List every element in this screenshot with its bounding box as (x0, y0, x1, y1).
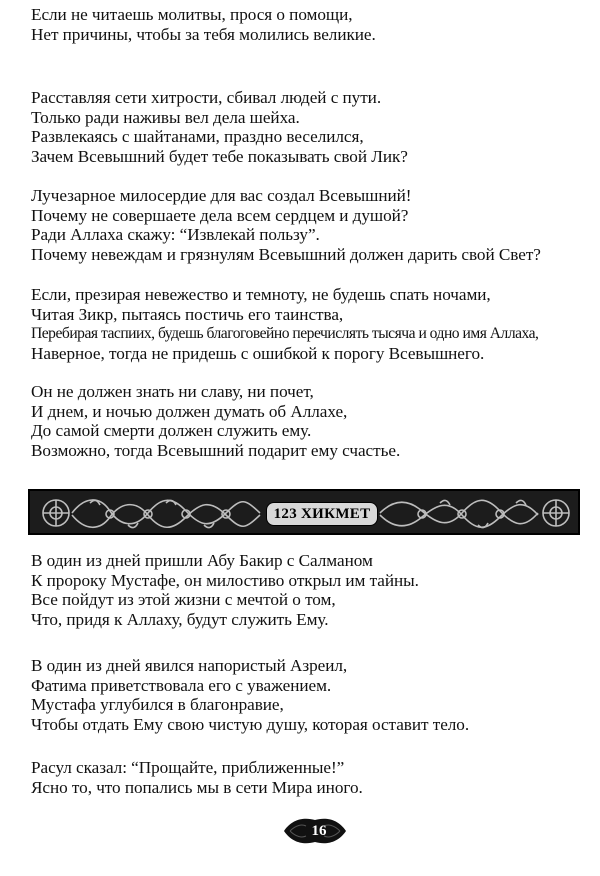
verse-line: Чтобы отдать Ему свою чистую душу, которая оставит тело. (31, 714, 470, 734)
verse-line: Лучезарное милосердие для вас создал Всевышний! (31, 186, 412, 205)
verse-line: Расставляя сети хитрости, сбивал людей с пути. (31, 88, 382, 107)
stanza-2 (31, 88, 408, 166)
verse-line: Фатима приветствовала его с уважением. (31, 675, 332, 695)
verse-line: Зачем Всевышний будет тебе показывать свой Лик? (31, 146, 408, 166)
verse-line: Он не должен знать ни славу, ни почет, (31, 382, 314, 401)
verse-line: Нет причины, чтобы за тебя молились великие. (31, 24, 376, 44)
page-number: 16 (311, 823, 327, 839)
verse-line: В один из дней явился напористый Азреил, (31, 656, 348, 675)
stanza-4 (31, 285, 538, 363)
verse-line: Ясно то, что попались мы в сети Мира иного. (31, 777, 363, 797)
verse-line: Расул сказал: “Прощайте, приближенные!” (31, 758, 345, 777)
verse-line: Возможно, тогда Всевышний подарит ему счастье. (31, 440, 401, 460)
verse-line: Наверное, тогда не придешь с ошибкой к порогу Всевышнего. (31, 343, 485, 363)
verse-line: Перебирая таспиих, будешь благоговейно перечислять тысяча и одно имя Аллаха, (31, 325, 539, 342)
verse-line: Все пойдут из этой жизни с мечтой о том, (31, 590, 336, 609)
verse-line: И днем, и ночью должен думать об Аллахе, (31, 401, 348, 421)
stanza-3 (31, 186, 541, 264)
verse-line: К пророку Мустафе, он милостиво открыл им тайны. (31, 570, 419, 590)
verse-line: Почему не совершаете дела всем сердцем и душой? (31, 205, 409, 225)
stanza-8 (31, 758, 363, 797)
verse-line: В один из дней пришли Абу Бакир с Салманом (31, 551, 373, 570)
verse-line: Только ради наживы вел дела шейха. (31, 107, 300, 127)
stanza-5 (31, 382, 400, 460)
section-banner (28, 489, 580, 535)
verse-line: Если не читаешь молитвы, прося о помощи, (31, 5, 353, 24)
stanza-6 (31, 551, 419, 629)
verse-line: До самой смерти должен служить ему. (31, 421, 312, 440)
verse-line: Развлекаясь с шайтанами, праздно веселился, (31, 127, 364, 146)
stanza-7 (31, 656, 469, 734)
stanza-1 (31, 5, 376, 44)
verse-line: Почему невеждам и грязнулям Всевышний должен дарить свой Свет? (31, 244, 541, 264)
verse-line: Читая Зикр, пытаясь постичь его таинства, (31, 304, 344, 324)
page-number-ornament (282, 816, 348, 846)
section-heading: 123 ХИКМЕТ (266, 502, 378, 526)
verse-line: Мустафа углубился в благонравие, (31, 695, 284, 714)
verse-line: Ради Аллаха скажу: “Извлекай пользу”. (31, 225, 320, 244)
verse-line: Если, презирая невежество и темноту, не будешь спать ночами, (31, 285, 491, 304)
verse-line: Что, придя к Аллаху, будут служить Ему. (31, 609, 329, 629)
